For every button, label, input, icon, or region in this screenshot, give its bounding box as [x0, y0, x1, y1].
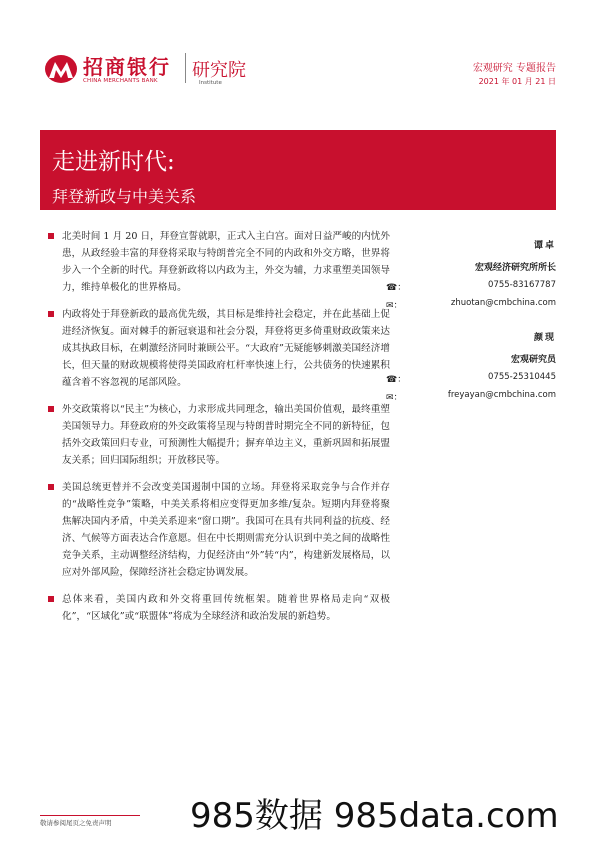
- brand-name: 招商银行: [83, 55, 171, 79]
- cmb-logo-icon: [44, 54, 78, 84]
- report-type: 宏观研究 专题报告: [472, 63, 556, 74]
- footer-rule: [40, 815, 140, 816]
- page-title: 走进新时代:: [52, 149, 175, 175]
- analyst-role: 宏观经济研究所所长: [474, 263, 556, 273]
- phone-icon: ☎：: [386, 283, 407, 293]
- summary-bullet: 外交政策将以“民主”为核心，力求形成共同理念，输出美国价值观，最终重塑美国领导力。拜登政府的外交政策将呈现与特朗普时期完全不同的新特征，包括外交政策回归专业，可预测性大幅提升；摒弃单边主义，重新巩固和拓展盟友关系；回归国际组织；开放移民等。: [48, 401, 390, 469]
- summary-bullet: 美国总统更替并不会改变美国遏制中国的立场。拜登将采取竞争与合作并存的“战略性竞争”策略，中美关系将相应变得更加多维/复杂。短期内拜登将聚焦解决国内矛盾，中美关系迎来“窗口期”。我国可在具有共同利益的抗疫、经济、气候等方面表达合作意愿。但在中长期则需充分认识到中美之间的战略性竞争关系，主动调整经济结构，力促经济由“外”转“内”，构建新发展格局，以应对外部风险，保障经济社会稳定协调发展。: [48, 479, 390, 581]
- analyst-name: 颜现: [533, 333, 556, 343]
- brand-divider: [185, 53, 186, 83]
- email-icon: ✉：: [386, 393, 403, 403]
- institute-name: 研究院: [192, 60, 246, 81]
- bullet-square-icon: [48, 406, 54, 412]
- watermark: 985数据 985data.com: [190, 796, 559, 836]
- institute-name-en: Institute: [199, 80, 222, 86]
- summary-bullet: 北美时间 1 月 20 日，拜登宣誓就职，正式入主白宫。面对日益严峻的内忧外患，从政经验丰富的拜登将采取与特朗普完全不同的内政和外交方略，世界将步入一个全新的时代。拜登新政将以内政为主，外交为辅，力求重塑美国领导力，维持单极化的世界格局。: [48, 228, 390, 296]
- report-date: 2021 年 01 月 21 日: [478, 77, 556, 86]
- analyst-phone: ☎： 0755-83167787: [386, 280, 556, 293]
- analyst-role: 宏观研究员: [510, 355, 556, 365]
- bullet-square-icon: [48, 311, 54, 317]
- email-icon: ✉：: [386, 301, 403, 311]
- brand-name-en: CHINA MERCHANTS BANK: [83, 78, 158, 84]
- analyst-email[interactable]: ✉： freyayan@cmbchina.com: [386, 390, 556, 403]
- analyst-name: 谭卓: [533, 241, 556, 251]
- analyst-email[interactable]: ✉： zhuotan@cmbchina.com: [386, 298, 556, 311]
- bullet-square-icon: [48, 484, 54, 490]
- disclaimer-note: 敬请参阅尾页之免责声明: [40, 819, 112, 827]
- summary-bullets: [48, 228, 390, 625]
- bullet-square-icon: [48, 233, 54, 239]
- summary-bullet: 总体来看，美国内政和外交将重回传统框架。随着世界格局走向“双极化”，“区域化”或“联盟体”将成为全球经济和政治发展的新趋势。: [48, 591, 390, 625]
- phone-icon: ☎：: [386, 375, 407, 385]
- bullet-square-icon: [48, 596, 54, 602]
- analyst-phone: ☎： 0755-25310445: [386, 372, 556, 385]
- summary-bullet: 内政将处于拜登新政的最高优先级，其目标是维持社会稳定，并在此基础上促进经济恢复。面对棘手的新冠衰退和社会分裂，拜登将更多倚重财政政策来达成其执政目标，在刺激经济同时兼顾公平。“大政府”无疑能够刺激美国经济增长，但天量的财政规模将使得美国政府杠杆率快速上行，公共债务的快速累积蕴含着不容忽视的尾部风险。: [48, 306, 390, 391]
- page-subtitle: 拜登新政与中美关系: [52, 187, 197, 206]
